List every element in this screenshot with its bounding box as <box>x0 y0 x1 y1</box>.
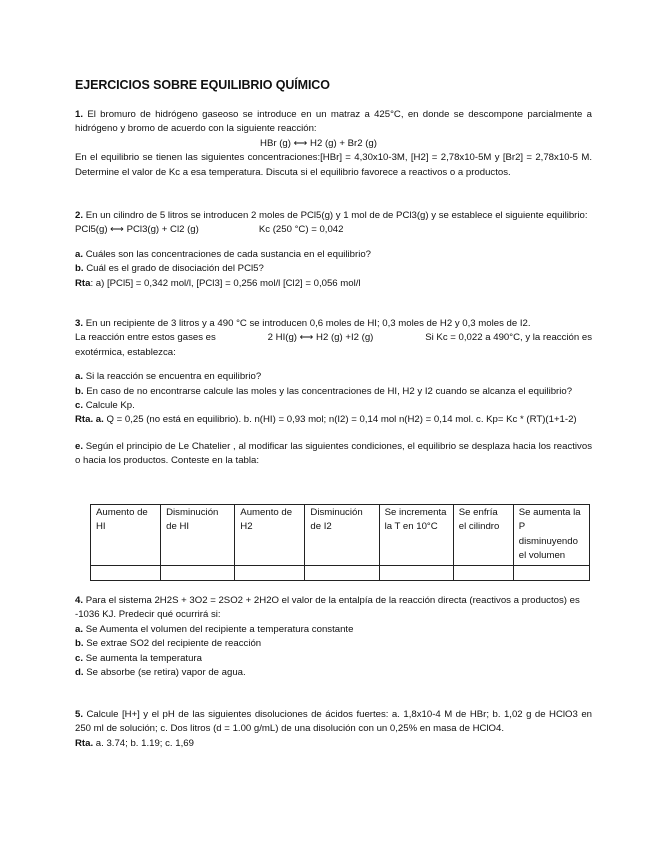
exercise-2 <box>75 209 592 291</box>
exercise-5 <box>75 708 592 751</box>
exercise-4-value: -1036 KJ. Predecir qué ocurrirá si: <box>75 609 221 621</box>
table-header-cell: Se enfría el cilindro <box>453 505 513 566</box>
exercise-3-text: exotérmica, establezca: <box>75 346 176 358</box>
exercise-3-question-b: b. En caso de no encontrarse calcule las moles y las concentraciones de HI, H2 y I2 cuando se alcanza el equilibrio? <box>75 385 573 397</box>
table-cell[interactable] <box>235 565 305 580</box>
exercise-2-reaction: PCl5(g) ⟷ PCl3(g) + Cl2 (g) Kc (250 °C) = 0,042 <box>75 224 344 236</box>
exercise-4-intro: 4. Para el sistema 2H2S + 3O2 = 2SO2 + 2H2O el valor de la entalpía de la reacción directa (reactivos a productos) es <box>75 595 580 606</box>
exercise-4-option-d: d. Se absorbe (se retira) vapor de agua. <box>75 667 246 679</box>
exercise-5-intro: 5. Calcule [H+] y el pH de las siguientes disoluciones de ácidos fuertes: a. 1,8x10-4 M de HBr; b. 1,02 g de HClO3 en 250 ml de solución; c. Dos litros (d = 1.00 g/mL) de una disolución con un 0,25% en masa de HClO4. <box>75 709 592 735</box>
exercise-3 <box>75 317 592 469</box>
exercise-3-intro: 3. En un recipiente de 3 litros y a 490 °C se introducen 0,6 moles de HI; 0,3 moles de H2 y 0,3 moles de I2. <box>75 318 531 329</box>
exercise-4-option-a: a. Se Aumenta el volumen del recipiente a temperatura constante <box>75 623 354 635</box>
page-title: EJERCICIOS SOBRE EQUILIBRIO QUÍMICO <box>75 78 330 92</box>
table-cell[interactable] <box>453 565 513 580</box>
table-header-cell: Se incrementa la T en 10°C <box>379 505 453 566</box>
exercise-4-option-b: b. Se extrae SO2 del recipiente de reacción <box>75 638 262 650</box>
exercise-5-answer: Rta. a. 3.74; b. 1.19; c. 1,69 <box>75 737 194 749</box>
table-cell[interactable] <box>513 565 589 580</box>
le-chatelier-table <box>90 504 590 581</box>
table-cell[interactable] <box>305 565 379 580</box>
exercise-2-question-b: b. Cuál es el grado de disociación del PCl5? <box>75 263 264 275</box>
exercise-4 <box>75 594 592 680</box>
table-cell[interactable] <box>91 565 161 580</box>
table-cell[interactable] <box>161 565 235 580</box>
exercise-3-answer: Rta. a. Q = 0,25 (no está en equilibrio). b. n(HI) = 0,93 mol; n(I2) = 0,14 mol n(H2) = 0,14 mol. c. Kp= Kc * (RT)(1+1-2) <box>75 414 577 426</box>
exercise-3-question-e: e. Según el principio de Le Chatelier , al modificar las siguientes condiciones, el equilibrio se desplaza hacia los reactivos o hacia los productos. Conteste en la tabla: <box>75 440 592 467</box>
exercise-2-intro: 2. En un cilindro de 5 litros se introducen 2 moles de PCl5(g) y 1 mol de de PCl3(g) y se establece el siguiente equilibrio: <box>75 210 588 221</box>
exercise-1-text: En el equilibrio se tienen las siguientes concentraciones:[HBr] = 4,30x10-3M, [H2] = 2,78x10-5M y [Br2] = 2,78x10-5 M. Determine el valor de Kc a esa temperatura. Discuta si el equilibrio favorece a reactivos o a productos. <box>75 152 592 178</box>
exercise-2-answer: Rta: a) [PCl5] = 0,342 mol/l, [PCl3] = 0,256 mol/l [Cl2] = 0,056 mol/l <box>75 277 361 289</box>
table-header-cell: Se aumenta la P disminuyendo el volumen <box>513 505 589 566</box>
exercise-2-question-a: a. Cuáles son las concentraciones de cada sustancia en el equilibrio? <box>75 248 372 260</box>
exercise-3-question-a: a. Si la reacción se encuentra en equilibrio? <box>75 371 262 383</box>
exercise-1 <box>75 108 592 180</box>
exercise-3-reaction-line: La reacción entre estos gases es 2 HI(g) ⟷ H2 (g) +I2 (g) Si Kc = 0,022 a 490°C, y la reacción es <box>75 332 592 344</box>
table-header-row <box>91 505 590 566</box>
table-header-cell: Disminución de I2 <box>305 505 379 566</box>
exercise-1-reaction: HBr (g) ⟷ H2 (g) + Br2 (g) <box>260 137 377 149</box>
table-header-cell: Aumento de H2 <box>235 505 305 566</box>
table-row <box>91 565 590 580</box>
exercise-3-question-c: c. Calcule Kp. <box>75 400 135 412</box>
table-header-cell: Disminución de HI <box>161 505 235 566</box>
exercise-4-option-c: c. Se aumenta la temperatura <box>75 652 202 664</box>
exercise-1-intro: 1. El bromuro de hidrógeno gaseoso se introduce en un matraz a 425°C, en donde se descompone parcialmente a hidrógeno y bromo de acuerdo con la siguiente reacción: <box>75 109 592 135</box>
table-cell[interactable] <box>379 565 453 580</box>
table-header-cell: Aumento de HI <box>91 505 161 566</box>
